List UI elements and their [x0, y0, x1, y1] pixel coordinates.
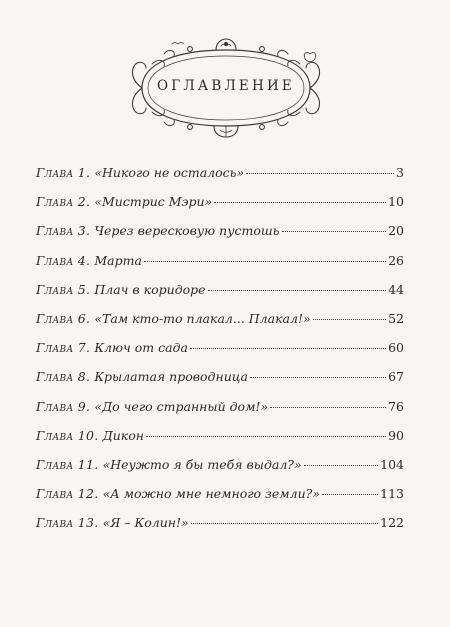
chapter-label: Глава 10.: [36, 427, 99, 443]
page-number: 76: [388, 398, 404, 414]
page-number: 44: [388, 281, 404, 297]
toc-entry[interactable]: [36, 399, 404, 417]
dot-leader: [282, 231, 387, 232]
dot-leader: [313, 319, 386, 320]
chapter-title: «Мистрис Мэри»: [94, 194, 213, 210]
toc-entry[interactable]: [36, 165, 404, 183]
page-number: 113: [380, 486, 404, 502]
chapter-title: «А можно мне немного земли?»: [102, 486, 320, 502]
chapter-title: «Неужто я бы тебя выдал?»: [102, 457, 302, 472]
chapter-title: Плач в коридоре: [94, 281, 206, 297]
chapter-label: Глава 4.: [36, 252, 91, 268]
toc-entry[interactable]: [36, 457, 404, 475]
chapter-title: Ключ от сада: [94, 340, 188, 356]
dot-leader: [270, 407, 386, 408]
dot-leader: [246, 173, 394, 174]
toc-entry[interactable]: [36, 194, 404, 212]
dot-leader: [191, 523, 378, 524]
page-number: 60: [388, 340, 404, 356]
chapter-label: Глава 13.: [36, 515, 99, 531]
dot-leader: [322, 494, 378, 495]
dot-leader: [146, 436, 386, 437]
page-number: 67: [388, 369, 404, 385]
chapter-label: Глава 12.: [36, 486, 99, 502]
chapter-label: Глава 1.: [36, 165, 91, 180]
dot-leader: [250, 377, 386, 378]
toc-entry[interactable]: [36, 369, 404, 387]
page-number: 104: [380, 457, 404, 472]
dot-leader: [144, 261, 386, 262]
chapter-title: Через вересковую пустошь: [94, 223, 280, 239]
page-number: 20: [388, 223, 404, 239]
chapter-label: Глава 11.: [36, 457, 99, 472]
toc-entry[interactable]: [36, 428, 404, 446]
page-number: 122: [380, 515, 404, 531]
dot-leader: [214, 202, 386, 203]
chapter-title: Крылатая проводница: [94, 369, 248, 385]
toc-entry[interactable]: [36, 282, 404, 300]
page-number: 90: [388, 427, 404, 443]
chapter-title: Дикон: [102, 427, 145, 443]
toc-entry[interactable]: [36, 253, 404, 271]
toc-entry[interactable]: [36, 311, 404, 329]
page-number: 3: [396, 165, 404, 180]
toc-entry[interactable]: [36, 223, 404, 241]
chapter-label: Глава 6.: [36, 311, 91, 326]
page-number: 26: [388, 252, 404, 268]
chapter-label: Глава 5.: [36, 281, 91, 297]
toc-entry[interactable]: [36, 515, 404, 533]
dot-leader: [190, 348, 386, 349]
chapter-title: «До чего странный дом!»: [94, 398, 269, 414]
page-number: 10: [388, 194, 404, 210]
chapter-title: Марта: [94, 252, 142, 268]
dot-leader: [208, 290, 387, 291]
chapter-label: Глава 7.: [36, 340, 91, 356]
chapter-label: Глава 8.: [36, 369, 91, 385]
chapter-label: Глава 9.: [36, 398, 91, 414]
page-number: 52: [388, 311, 404, 326]
toc-entry[interactable]: [36, 340, 404, 358]
chapter-label: Глава 3.: [36, 223, 91, 239]
chapter-title: «Никого не осталось»: [94, 165, 245, 180]
chapter-title: «Я – Колин!»: [102, 515, 189, 531]
chapter-title: «Там кто-то плакал... Плакал!»: [94, 311, 311, 326]
toc-heading: ОГЛАВЛЕНИЕ: [157, 78, 295, 94]
dot-leader: [304, 465, 378, 466]
chapter-label: Глава 2.: [36, 194, 91, 210]
toc-entry[interactable]: [36, 486, 404, 504]
